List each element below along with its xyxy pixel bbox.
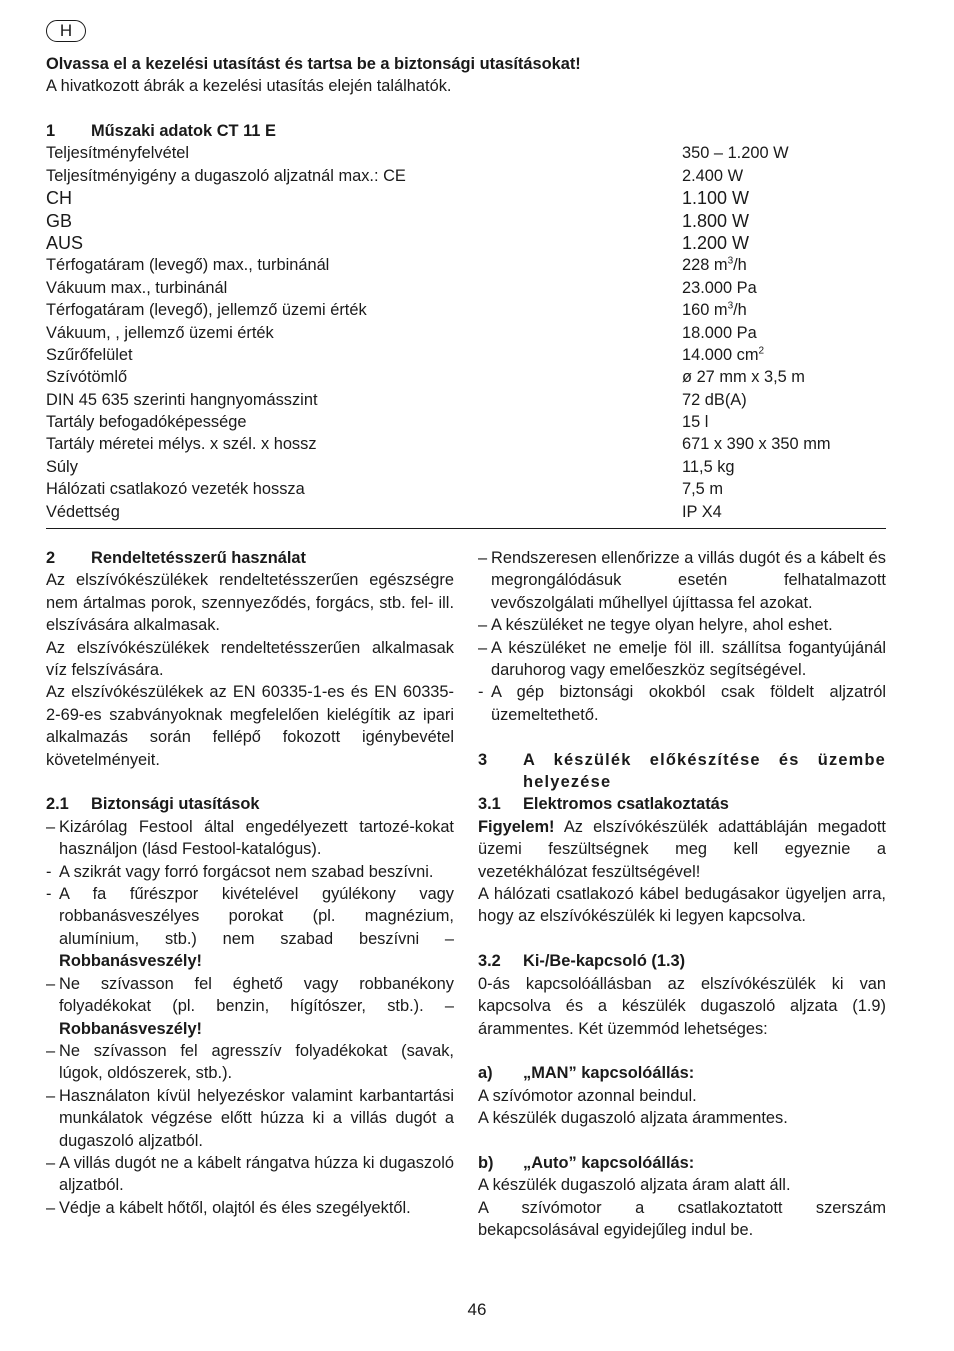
list-item: – Ne szívasson fel agresszív folyadékokat (savak, lúgok, oldószerek, stb.). (46, 1041, 454, 1083)
section-3-heading (478, 749, 886, 794)
mode-label: b) (478, 1153, 494, 1172)
list-item: - A szikrát vagy forró forgácsot nem szabad beszívni. (46, 862, 434, 881)
spec-value: 11,5 kg (682, 457, 735, 476)
spec-row (46, 411, 886, 433)
right-column (478, 547, 886, 1242)
spec-value: 14.000 $cm^2$ (682, 345, 765, 364)
spec-label: Védettség (46, 502, 120, 521)
section-title: Rendeltetésszerű használat (91, 549, 306, 567)
spec-row (46, 389, 886, 411)
section-title: Ki-/Be-kapcsoló (1.3) (523, 952, 686, 971)
list-item: – Rendszeresen ellenőrizze a villás dugót és a kábelt és megrongálódásuk esetén felhatalmazott vevőszolgálati műhellyel újíttassa fel azokat. (478, 549, 886, 612)
spec-label: Tartály befogadóképessége (46, 413, 247, 432)
paragraph: A hálózati csatlakozó kábel bedugásakor ügyeljen arra, hogy az elszívókészülék ki legyen kapcsolva. (478, 885, 886, 926)
spec-row (46, 322, 886, 344)
warning-text: Robbanásveszély! (59, 952, 203, 971)
spec-heading-number: 1 (46, 122, 56, 140)
spec-label: Teljesítményfelvétel (46, 144, 190, 163)
section-2-1-heading (46, 793, 454, 815)
paragraph: A szívómotor azonnal beindul. (478, 1086, 697, 1105)
section-number: 3.1 (478, 795, 501, 814)
list-item: – A villás dugót ne a kábelt rángatva húzza ki dugaszoló aljzatból. (46, 1153, 454, 1195)
spec-row (46, 254, 886, 276)
mode-b-heading (478, 1152, 886, 1174)
list-item: - A fa fűrészpor kivételével gyúlékony vagy robbanásveszélyes porokat (pl. magnézium, alumínium, stb.) nem szabad beszívni – Robbanásveszély! (46, 885, 454, 971)
section-title: Elektromos csatlakoztatás (523, 795, 729, 814)
spec-table (46, 120, 886, 523)
spec-label: Hálózati csatlakozó vezeték hossza (46, 480, 305, 499)
spec-label: Szűrőfelület (46, 345, 133, 364)
spec-value: 671 x 390 x 350 mm (682, 435, 831, 454)
spec-row (46, 210, 886, 232)
mode-title: „Auto” kapcsolóállás: (523, 1153, 695, 1172)
spec-row (46, 277, 886, 299)
mode-a-heading (478, 1062, 886, 1084)
spec-label: Súly (46, 457, 78, 476)
spec-row (46, 456, 886, 478)
spec-value: 15 l (682, 413, 709, 432)
spec-label: AUS (46, 232, 84, 253)
list-item: – A készüléket ne tegye olyan helyre, ahol eshet. (478, 616, 833, 635)
spec-row (46, 344, 886, 366)
section-title: A készülék előkészítése és üzembe helyezése (523, 750, 886, 792)
mode-label: a) (478, 1064, 493, 1083)
spec-label: GB (46, 210, 73, 231)
spec-rows (46, 142, 886, 523)
section-2-heading (46, 547, 454, 569)
paragraph: A készülék dugaszoló aljzata áram alatt áll. (478, 1176, 791, 1195)
spec-heading (46, 120, 886, 142)
spec-value: 18.000 Pa (682, 323, 757, 342)
list-item: – Használaton kívül helyezéskor valamint karbantartási munkálatok végzése előtt húzza ki a villás dugót a dugaszoló aljzatból. (46, 1086, 454, 1150)
language-badge: H (46, 20, 86, 42)
intro-note: A hivatkozott ábrák a kezelési utasítás elején találhatók. (46, 77, 452, 96)
intro-warning: Olvassa el a kezelési utasítást és tartsa be a biztonsági utasításokat! (46, 55, 581, 73)
spec-row (46, 187, 886, 209)
paragraph: A készülék dugaszoló aljzata árammentes. (478, 1109, 788, 1128)
intro (46, 53, 886, 98)
spec-label: Vákuum, , jellemző üzemi érték (46, 323, 274, 342)
paragraph: Az elszívókészülékek rendeltetésszerűen alkalmasak víz felszívására. (46, 638, 454, 680)
spec-label: CH (46, 188, 72, 209)
paragraph: Figyelem! Az elszívókészülék adattábláján megadott üzemi feszültségnek meg kell egyeznie a vezetékhálózat feszültségével! (478, 817, 886, 881)
list-item: – Védje a kábelt hőtől, olajtól és éles szegélyektől. (46, 1198, 411, 1217)
spec-row (46, 433, 886, 455)
spec-label: Térfogatáram (levegő), jellemző üzemi érték (46, 301, 367, 320)
paragraph: Az elszívókészülékek rendeltetésszerűen egészségre nem ártalmas porok, szennyeződés, forgács, stb. fel- ill. elszívására alkalmasak. (46, 571, 454, 635)
attention-label: Figyelem! (478, 817, 555, 836)
divider-line (46, 528, 886, 529)
spec-heading-title: Műszaki adatok CT 11 E (91, 122, 276, 140)
spec-value: 228 $m^3/h$ (682, 255, 747, 275)
spec-value: 160 $m^3/h$ (682, 300, 747, 320)
spec-row (46, 366, 886, 388)
list-item: – Kizárólag Festool által engedélyezett tartozé-kokat használjon (lásd Festool-katalógus). (46, 817, 454, 859)
paragraph: Az elszívókészülékek az EN 60335-1-es és EN 60335-2-69-es szabványoknak megfelelően kielégítik az ipari alkalmazás során fellépő fokozott igénybevétel követelményeit. (46, 683, 454, 769)
list-item: – Ne szívasson fel éghető vagy robbanékony folyadékokat (pl. benzin, hígítószer, stb.). – Robbanásveszély! (46, 974, 454, 1038)
spec-value: 72 dB(A) (682, 390, 747, 409)
spec-value: 1.800 W (682, 210, 750, 231)
spec-label: DIN 45 635 szerinti hangnyomásszint (46, 390, 318, 409)
spec-label: Szívótömlő (46, 368, 128, 387)
spec-row (46, 232, 886, 254)
spec-label: Térfogatáram (levegő) max., turbinánál (46, 256, 330, 275)
spec-value: 23.000 Pa (682, 278, 757, 297)
section-3-2-heading (478, 950, 886, 972)
spec-row (46, 142, 886, 164)
spec-row (46, 478, 886, 500)
left-column (46, 547, 454, 1219)
spec-value: 2.400 W (682, 166, 744, 185)
section-number: 2.1 (46, 795, 69, 814)
page-number: 46 (467, 1300, 487, 1319)
section-number: 3 (478, 750, 489, 769)
list-item: - A gép biztonsági okokból csak földelt aljzatról üzemeltethető. (478, 683, 886, 724)
spec-row (46, 299, 886, 321)
spec-label: Vákuum max., turbinánál (46, 278, 228, 297)
spec-value: 1.100 W (682, 188, 750, 209)
spec-value: 350 – 1.200 W (682, 144, 789, 163)
paragraph: A szívómotor a csatlakoztatott szerszám bekapcsolásával egyidejűleg indul be. (478, 1198, 886, 1240)
section-3-1-heading (478, 793, 886, 815)
spec-row (46, 165, 886, 187)
mode-title: „MAN” kapcsolóállás: (523, 1064, 695, 1083)
spec-row (46, 501, 886, 523)
spec-label: Tartály méretei mélys. x szél. x hossz (46, 435, 317, 454)
list-item: – A készüléket ne emelje föl ill. szállítsa fogantyújánál daruhorog vagy emelőeszköz segítségével. (478, 638, 886, 680)
paragraph: 0-ás kapcsolóállásban az elszívókészülék ki van kapcsolva és a készülék dugaszoló aljzata (1.9) árammentes. Két üzemmód lehetséges: (478, 974, 886, 1038)
spec-value: IP X4 (682, 502, 722, 521)
spec-value: 1.200 W (682, 232, 750, 253)
spec-label: Teljesítményigény a dugaszoló aljzatnál max.: CE (46, 166, 406, 185)
spec-value: ø 27 mm x 3,5 m (682, 368, 805, 387)
section-number: 2 (46, 549, 56, 567)
section-number: 3.2 (478, 952, 501, 971)
warning-text: Robbanásveszély! (59, 1019, 203, 1038)
spec-value: 7,5 m (682, 480, 723, 499)
section-title: Biztonsági utasítások (91, 795, 260, 814)
